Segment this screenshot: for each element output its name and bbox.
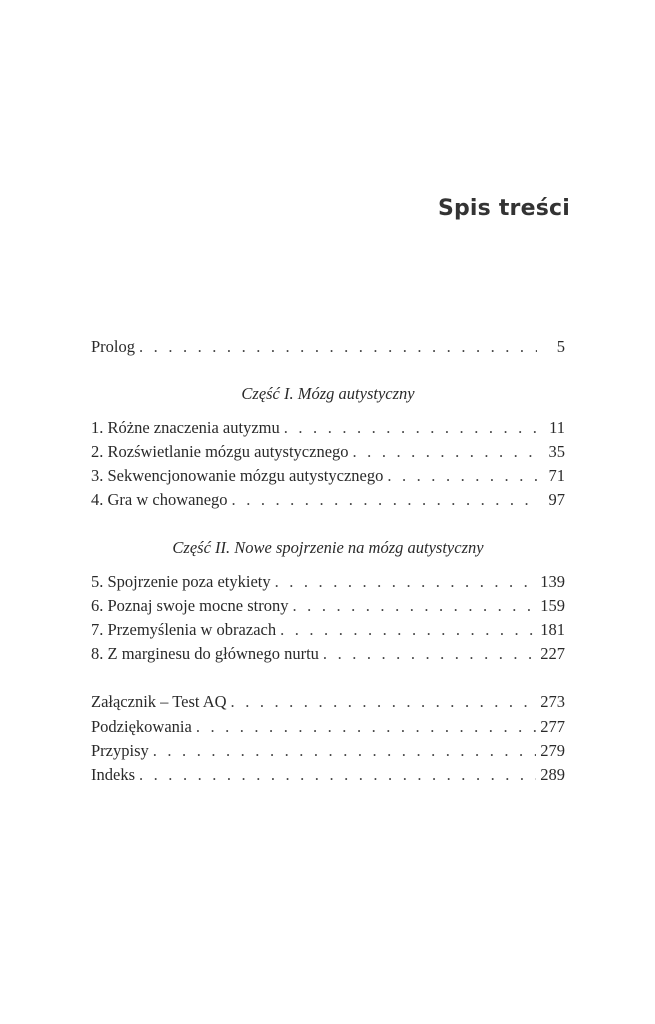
dot-leader xyxy=(139,337,537,357)
toc-entry-label: 8. Z marginesu do głównego nurtu xyxy=(91,644,319,663)
toc-entry-page: 5 xyxy=(556,337,565,356)
part-heading: Część I. Mózg autystyczny xyxy=(241,384,415,403)
toc-entry xyxy=(91,488,565,512)
toc-entry-label: Przypisy xyxy=(91,741,149,760)
toc-entry xyxy=(91,570,565,594)
toc-entry xyxy=(91,416,565,440)
toc-entry-page: 71 xyxy=(548,466,565,485)
toc-entry-label: 6. Poznaj swoje mocne strony xyxy=(91,596,289,615)
dot-leader xyxy=(280,620,536,640)
dot-leader xyxy=(353,442,537,462)
toc-entry-page: 139 xyxy=(540,572,565,591)
toc-entry-label: Załącznik – Test AQ xyxy=(91,692,227,711)
toc-entry-acknowledgements xyxy=(91,715,565,739)
toc-entry-label: 3. Sekwencjonowanie mózgu autystycznego xyxy=(91,466,384,485)
dot-leader xyxy=(387,466,537,486)
dot-leader xyxy=(139,765,536,785)
toc-entry-page: 279 xyxy=(540,741,565,760)
dot-leader xyxy=(232,490,537,510)
toc-entry-page: 159 xyxy=(540,596,565,615)
toc-entry-label: 7. Przemyślenia w obrazach xyxy=(91,620,277,639)
toc-entry-label: Podziękowania xyxy=(91,717,192,736)
toc-entry-notes xyxy=(91,739,565,763)
dot-leader xyxy=(275,572,537,592)
toc-entry xyxy=(91,642,565,666)
dot-leader xyxy=(323,644,536,664)
toc-entry-label: 1. Różne znaczenia autyzmu xyxy=(91,418,280,437)
dot-leader xyxy=(284,418,537,438)
page-title: Spis treści xyxy=(437,196,570,221)
dot-leader xyxy=(293,596,537,616)
toc-entry-page: 277 xyxy=(540,717,565,736)
dot-leader xyxy=(153,741,537,761)
toc-entry-appendix xyxy=(91,690,565,714)
toc-entry-index xyxy=(91,763,565,787)
dot-leader xyxy=(196,717,536,737)
toc-entry xyxy=(91,594,565,618)
dot-leader xyxy=(231,692,537,712)
toc-entry-page: 35 xyxy=(548,442,565,461)
toc-entry xyxy=(91,618,565,642)
toc-entry-label: Indeks xyxy=(91,765,135,784)
toc-entry-label: 4. Gra w chowanego xyxy=(91,490,228,509)
toc-entry-label: Prolog xyxy=(91,337,136,356)
toc-entry-label: 5. Spojrzenie poza etykiety xyxy=(91,572,271,591)
toc-entry xyxy=(91,464,565,488)
toc-entry-prolog xyxy=(91,335,565,359)
toc-entry-page: 289 xyxy=(540,765,565,784)
toc-entry-page: 227 xyxy=(540,644,565,663)
toc-entry xyxy=(91,440,565,464)
toc-entry-page: 273 xyxy=(540,692,565,711)
part-heading: Część II. Nowe spojrzenie na mózg autystyczny xyxy=(172,538,484,557)
toc-entry-page: 181 xyxy=(540,620,565,639)
toc-entry-page: 97 xyxy=(548,490,565,509)
toc-entry-label: 2. Rozświetlanie mózgu autystycznego xyxy=(91,442,349,461)
toc-entry-page: 11 xyxy=(549,418,565,437)
